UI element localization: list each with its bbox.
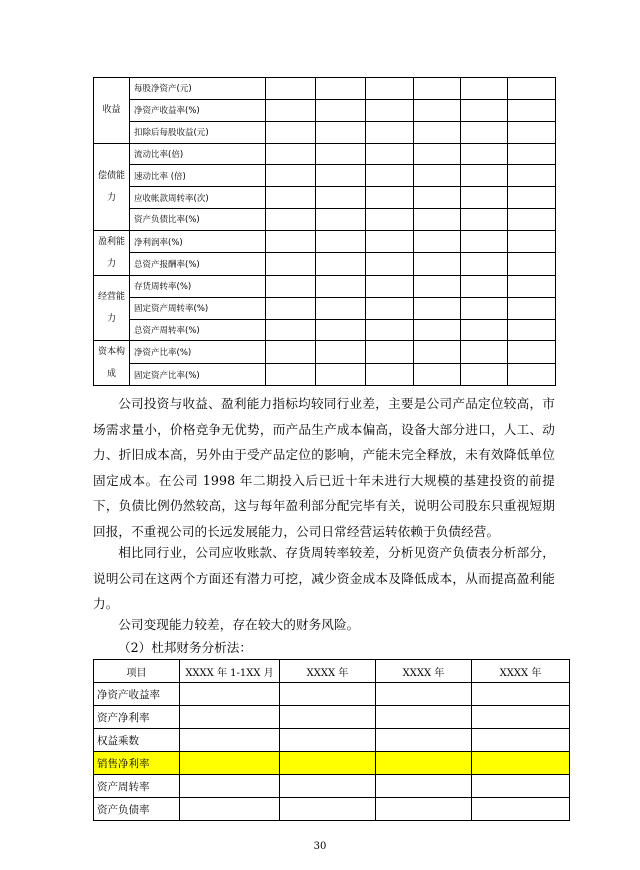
indicator-value-cell <box>316 297 366 319</box>
dupont-value-cell <box>472 706 570 729</box>
indicator-value-cell <box>414 253 461 276</box>
indicator-value-cell <box>461 99 508 121</box>
indicator-value-cell <box>414 99 461 121</box>
analysis-paragraph-1: 公司投资与收益、盈利能力指标均较同行业差，主要是公司产品定位较高，市场需求量小，价格竞争无优势，而产品生产成本偏高，设备大部分进口，人工、动力、折旧成本高，另外由于受产品定位的影响，产能未完全释放，未有效降低单位固定成本。在公司 1998 年二期投入后已近十年未进行大规模的基建投资的前提下，负债比例仍然较高，这与每年盈利部分配完毕有关，说明公司股东只重视短期回报，不重视公司的长远发展能力，公司日常经营运转依赖于负债经营。 <box>93 396 555 539</box>
dupont-item: 资产周转率 <box>94 775 180 798</box>
indicator-value-cell <box>461 187 508 209</box>
indicator-category: 资本构成 <box>94 341 130 386</box>
indicator-value-cell <box>508 230 556 253</box>
indicator-row <box>94 187 556 209</box>
indicator-value-cell <box>508 209 556 231</box>
dupont-value-cell <box>472 798 570 821</box>
dupont-value-cell <box>472 683 570 706</box>
indicator-value-cell <box>508 363 556 386</box>
indicator-value-cell <box>461 253 508 276</box>
page-number: 30 <box>313 841 327 852</box>
indicator-name: 净利润率(%) <box>130 230 266 253</box>
dupont-item: 净资产收益率 <box>94 683 180 706</box>
indicator-value-cell <box>266 341 316 364</box>
dupont-row <box>94 706 570 729</box>
indicator-value-cell <box>366 363 414 386</box>
indicator-value-cell <box>366 230 414 253</box>
indicator-value-cell <box>266 275 316 297</box>
dupont-header-cell: XXXX 年 <box>280 660 376 683</box>
indicator-name: 扣除后每股收益(元) <box>130 121 266 143</box>
indicator-row <box>94 209 556 231</box>
indicator-name: 流动比率(倍) <box>130 143 266 165</box>
indicator-value-cell <box>266 209 316 231</box>
indicator-row <box>94 143 556 165</box>
indicator-value-cell <box>366 275 414 297</box>
dupont-value-cell <box>180 706 280 729</box>
dupont-value-cell <box>180 798 280 821</box>
indicator-value-cell <box>508 187 556 209</box>
indicator-value-cell <box>508 275 556 297</box>
indicator-value-cell <box>461 230 508 253</box>
indicator-value-cell <box>508 341 556 364</box>
dupont-value-cell <box>376 683 472 706</box>
indicator-value-cell <box>508 319 556 341</box>
indicator-value-cell <box>508 99 556 121</box>
indicator-value-cell <box>316 165 366 187</box>
indicator-value-cell <box>366 297 414 319</box>
indicator-value-cell <box>414 297 461 319</box>
dupont-header-cell: XXXX 年 <box>472 660 570 683</box>
indicator-value-cell <box>508 297 556 319</box>
indicator-row <box>94 230 556 253</box>
indicator-row <box>94 78 556 100</box>
analysis-paragraph-2: 相比同行业，公司应收账款、存货周转率较差，分析见资产负债表分析部分，说明公司在这两个方面还有潜力可挖，减少资金成本及降低成本，从而提高盈利能力。 <box>93 545 555 611</box>
dupont-value-cell <box>180 683 280 706</box>
indicator-value-cell <box>316 319 366 341</box>
indicator-value-cell <box>266 187 316 209</box>
indicator-value-cell <box>266 363 316 386</box>
indicator-value-cell <box>366 78 414 100</box>
indicator-value-cell <box>461 297 508 319</box>
indicator-value-cell <box>461 209 508 231</box>
dupont-value-cell <box>280 729 376 752</box>
indicator-name: 应收帐款周转率(次) <box>130 187 266 209</box>
indicator-value-cell <box>366 165 414 187</box>
indicator-category: 盈利能力 <box>94 230 130 275</box>
indicator-value-cell <box>508 78 556 100</box>
indicator-value-cell <box>414 78 461 100</box>
indicator-value-cell <box>316 99 366 121</box>
indicator-name: 资产负债比率(%) <box>130 209 266 231</box>
indicator-value-cell <box>316 275 366 297</box>
dupont-value-cell <box>280 775 376 798</box>
dupont-row <box>94 683 570 706</box>
indicator-value-cell <box>366 341 414 364</box>
indicator-name: 净资产比率(%) <box>130 341 266 364</box>
financial-indicator-table <box>93 77 556 386</box>
indicator-value-cell <box>414 165 461 187</box>
indicator-value-cell <box>508 253 556 276</box>
dupont-value-cell <box>376 798 472 821</box>
indicator-value-cell <box>266 297 316 319</box>
indicator-value-cell <box>366 187 414 209</box>
dupont-header-cell: XXXX 年 1-1XX 月 <box>180 660 280 683</box>
indicator-value-cell <box>461 165 508 187</box>
indicator-value-cell <box>461 143 508 165</box>
indicator-name: 净资产收益率(%) <box>130 99 266 121</box>
dupont-value-cell <box>376 775 472 798</box>
indicator-value-cell <box>414 121 461 143</box>
dupont-row <box>94 775 570 798</box>
indicator-category: 偿债能力 <box>94 143 130 230</box>
indicator-value-cell <box>316 253 366 276</box>
indicator-row <box>94 275 556 297</box>
indicator-value-cell <box>461 363 508 386</box>
dupont-header-row <box>94 660 570 683</box>
analysis-paragraph-3: 公司变现能力较差，存在较大的财务风险。 <box>118 617 360 632</box>
indicator-value-cell <box>414 187 461 209</box>
indicator-value-cell <box>266 165 316 187</box>
dupont-value-cell <box>180 729 280 752</box>
indicator-value-cell <box>461 275 508 297</box>
indicator-value-cell <box>266 99 316 121</box>
dupont-item: 资产净利率 <box>94 706 180 729</box>
dupont-value-cell <box>376 752 472 775</box>
dupont-value-cell <box>180 775 280 798</box>
indicator-value-cell <box>366 253 414 276</box>
indicator-value-cell <box>266 78 316 100</box>
indicator-value-cell <box>316 209 366 231</box>
indicator-row <box>94 253 556 276</box>
indicator-value-cell <box>414 319 461 341</box>
indicator-value-cell <box>266 143 316 165</box>
indicator-value-cell <box>316 121 366 143</box>
dupont-header-cell: 项目 <box>94 660 180 683</box>
indicator-value-cell <box>366 209 414 231</box>
indicator-row <box>94 121 556 143</box>
indicator-value-cell <box>414 209 461 231</box>
indicator-row <box>94 319 556 341</box>
indicator-name: 每股净资产(元) <box>130 78 266 100</box>
indicator-value-cell <box>508 121 556 143</box>
indicator-value-cell <box>461 319 508 341</box>
dupont-value-cell <box>280 752 376 775</box>
indicator-value-cell <box>461 121 508 143</box>
indicator-value-cell <box>461 341 508 364</box>
indicator-row <box>94 99 556 121</box>
indicator-name: 速动比率 (倍) <box>130 165 266 187</box>
dupont-analysis-table <box>93 659 570 821</box>
indicator-value-cell <box>414 143 461 165</box>
indicator-value-cell <box>461 78 508 100</box>
dupont-value-cell <box>472 752 570 775</box>
indicator-value-cell <box>266 230 316 253</box>
indicator-value-cell <box>366 319 414 341</box>
indicator-value-cell <box>316 230 366 253</box>
dupont-item: 销售净利率 <box>94 752 180 775</box>
indicator-value-cell <box>316 363 366 386</box>
dupont-row <box>94 798 570 821</box>
indicator-value-cell <box>508 143 556 165</box>
indicator-category: 收益 <box>94 78 130 144</box>
indicator-name: 存货周转率(%) <box>130 275 266 297</box>
indicator-value-cell <box>414 275 461 297</box>
indicator-value-cell <box>366 99 414 121</box>
dupont-item: 权益乘数 <box>94 729 180 752</box>
indicator-value-cell <box>414 341 461 364</box>
dupont-subheading: （2）杜邦财务分析法： <box>118 640 252 655</box>
indicator-name: 总资产周转率(%) <box>130 319 266 341</box>
indicator-name: 总资产报酬率(%) <box>130 253 266 276</box>
indicator-value-cell <box>316 187 366 209</box>
indicator-value-cell <box>366 143 414 165</box>
indicator-name: 固定资产比率(%) <box>130 363 266 386</box>
dupont-value-cell <box>376 706 472 729</box>
indicator-row <box>94 363 556 386</box>
dupont-value-cell <box>180 752 280 775</box>
dupont-row <box>94 752 570 775</box>
dupont-row <box>94 729 570 752</box>
dupont-value-cell <box>280 683 376 706</box>
indicator-value-cell <box>316 78 366 100</box>
indicator-value-cell <box>366 121 414 143</box>
indicator-value-cell <box>266 121 316 143</box>
indicator-category: 经营能力 <box>94 275 130 341</box>
indicator-value-cell <box>414 230 461 253</box>
indicator-value-cell <box>266 253 316 276</box>
indicator-value-cell <box>316 143 366 165</box>
indicator-value-cell <box>414 363 461 386</box>
indicator-row <box>94 165 556 187</box>
dupont-header-cell: XXXX 年 <box>376 660 472 683</box>
dupont-value-cell <box>280 798 376 821</box>
dupont-value-cell <box>376 729 472 752</box>
indicator-value-cell <box>266 319 316 341</box>
dupont-value-cell <box>472 775 570 798</box>
dupont-value-cell <box>472 729 570 752</box>
indicator-row <box>94 297 556 319</box>
indicator-name: 固定资产周转率(%) <box>130 297 266 319</box>
indicator-value-cell <box>316 341 366 364</box>
indicator-value-cell <box>508 165 556 187</box>
indicator-row <box>94 341 556 364</box>
dupont-item: 资产负债率 <box>94 798 180 821</box>
dupont-value-cell <box>280 706 376 729</box>
